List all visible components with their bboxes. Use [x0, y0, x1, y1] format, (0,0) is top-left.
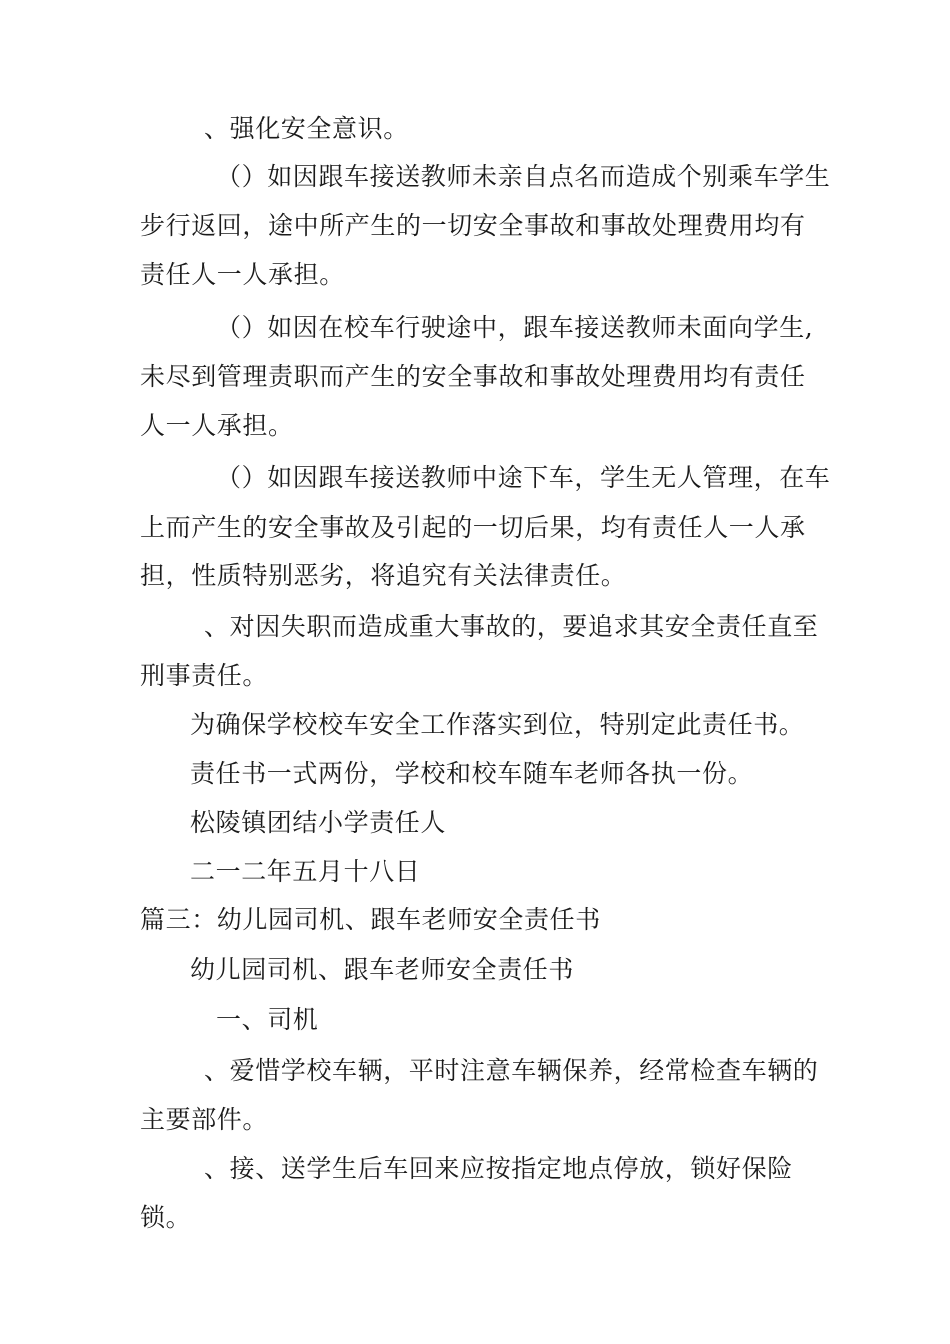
text-line: 、接、送学生后车回来应按指定地点停放，锁好保险	[204, 1154, 793, 1183]
text-line: 刑事责任。	[140, 661, 269, 690]
text-line: 未尽到管理责职而产生的安全事故和事故处理费用均有责任	[140, 362, 806, 391]
text-line: 上而产生的安全事故及引起的一切后果，均有责任人一人承	[140, 513, 806, 542]
text-line: 锁。	[140, 1203, 192, 1232]
text-line: 担，性质特别恶劣，将追究有关法律责任。	[140, 561, 627, 590]
text-line: 、强化安全意识。	[204, 114, 409, 143]
section-heading: 一、司机	[216, 1005, 319, 1034]
text-line: 主要部件。	[140, 1105, 269, 1134]
text-line: 责任书一式两份，学校和校车随车老师各执一份。	[190, 759, 754, 788]
text-line: （）如因在校车行驶途中，跟车接送教师未面向学生,	[216, 313, 814, 342]
text-line: （）如因跟车接送教师未亲自点名而造成个别乘车学生	[216, 162, 831, 191]
text-line: （）如因跟车接送教师中途下车，学生无人管理，在车	[216, 463, 831, 492]
text-line: 步行返回，途中所产生的一切安全事故和事故处理费用均有	[140, 211, 806, 240]
text-line: 责任人一人承担。	[140, 260, 345, 289]
section-title: 篇三：幼儿园司机、跟车老师安全责任书	[140, 905, 601, 934]
text-line: 二一二年五月十八日	[190, 857, 421, 886]
document-title: 幼儿园司机、跟车老师安全责任书	[190, 955, 575, 984]
text-line: 、爱惜学校车辆，平时注意车辆保养，经常检查车辆的	[204, 1056, 819, 1085]
text-line: 松陵镇团结小学责任人	[190, 808, 447, 837]
text-line: 为确保学校校车安全工作落实到位，特别定此责任书。	[190, 710, 805, 739]
text-line: 人一人承担。	[140, 411, 294, 440]
text-line: 、对因失职而造成重大事故的，要追求其安全责任直至	[204, 612, 819, 641]
